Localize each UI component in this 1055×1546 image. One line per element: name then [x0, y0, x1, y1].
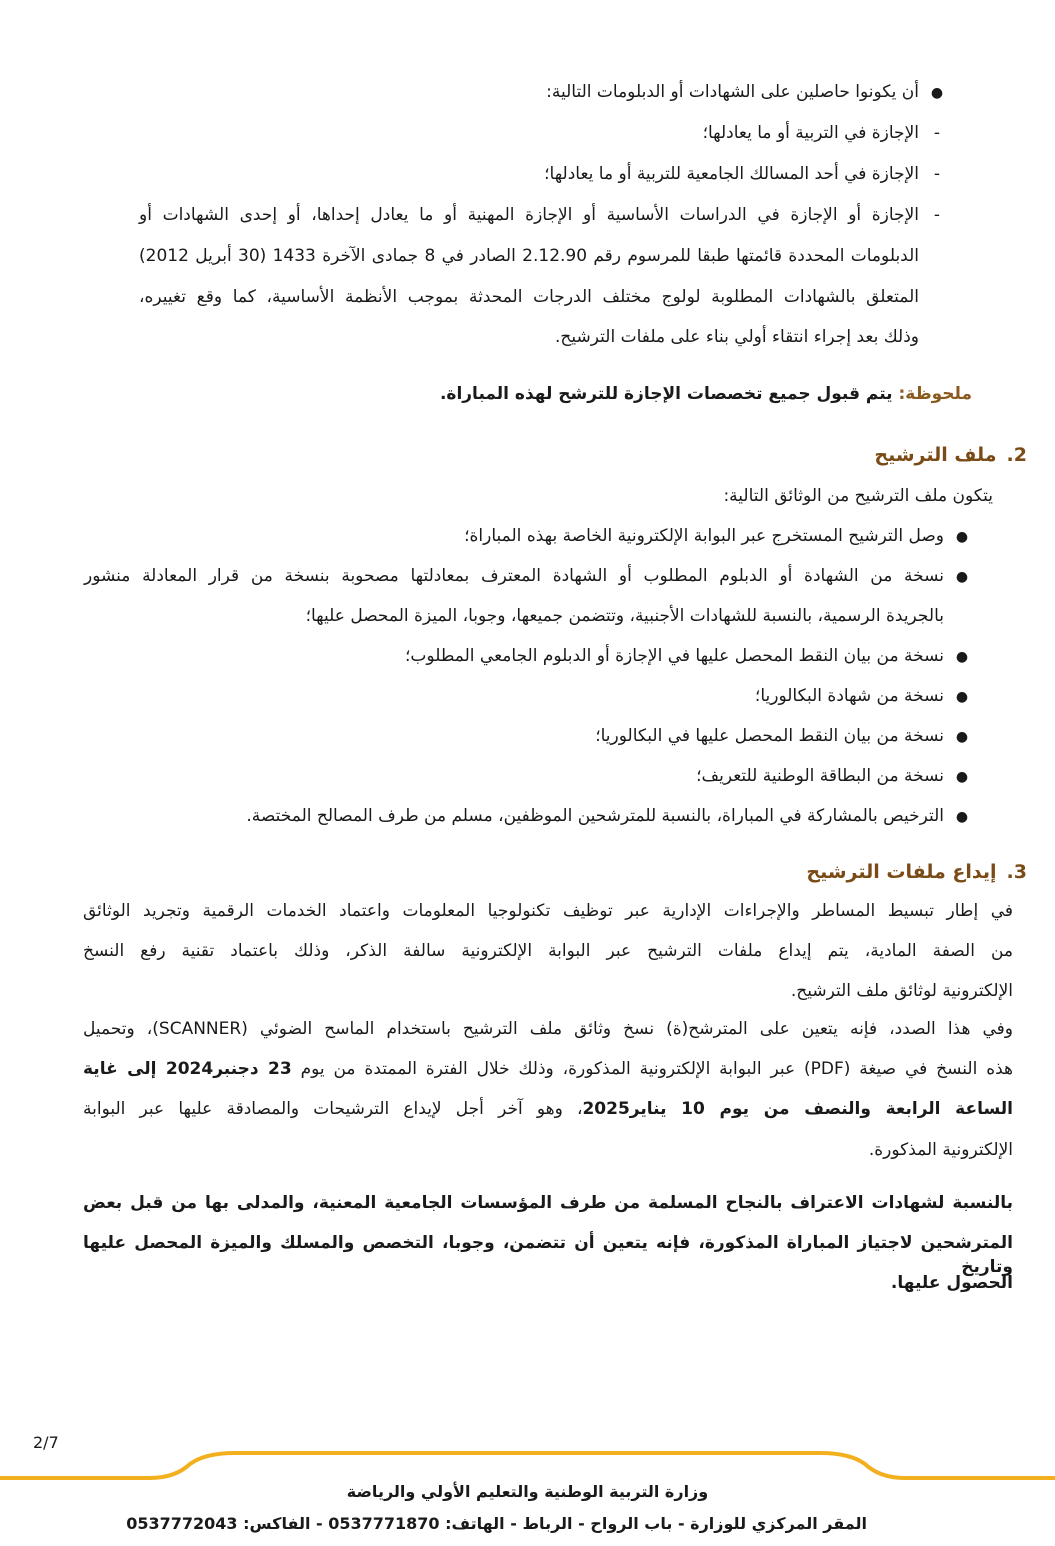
bullet-item: [696, 764, 970, 789]
paragraph-line: في إطار تبسيط المساطر والإجراءات الإدارية عبر توظيف تكنولوجيا المعلومات واعتماد الخدمات الرقمية وتجريد الوثائق: [83, 901, 1013, 921]
bullet-text: نسخة من بيان النقط المحصل عليها في البكالوريا؛: [595, 726, 944, 746]
bullet-item: [464, 524, 970, 549]
section-heading: [806, 860, 1027, 884]
note: [440, 382, 972, 406]
bullet-item: [246, 804, 970, 829]
deadline: الساعة الرابعة والنصف من يوم 10 يناير2025: [582, 1099, 1013, 1119]
footer-address: المقر المركزي للوزارة - باب الرواح - الرباط - الهاتف: 0537771870 - الفاكس: 0537772043: [126, 1514, 867, 1533]
note-text: يتم قبول جميع تخصصات الإجازة للترشح لهذه المباراة.: [439, 384, 893, 404]
section-intro: يتكون ملف الترشيح من الوثائق التالية:: [723, 486, 993, 506]
note-label: ملحوظة:: [898, 384, 972, 404]
dash-item: [919, 203, 945, 227]
bullet-icon: ●: [955, 809, 969, 825]
page-number: 2/7: [33, 1433, 59, 1452]
bullet-item: [755, 684, 970, 709]
long-item-line: المتعلق بالشهادات المطلوبة لولوج مختلف الدرجات المحدثة بموجب الأنظمة الأساسية، كما وقع تغييره،: [139, 287, 919, 307]
bullet-text-cont: بالجريدة الرسمية، بالنسبة للشهادات الأجنبية، وتتضمن جميعها، وجوبا، الميزة المحصل عليها؛: [305, 606, 944, 626]
bullet-item: [405, 644, 970, 669]
dash-icon: -: [933, 205, 941, 225]
dash-icon: -: [933, 164, 941, 184]
paragraph-line: الإلكترونية لوثائق ملف الترشيح.: [790, 981, 1013, 1001]
long-item-line: الدبلومات المحددة قائمتها طبقا للمرسوم رقم 2.12.90 الصادر في 8 جمادى الآخرة 1433 (30 أبريل 2012): [139, 246, 920, 266]
long-item-line: وذلك بعد إجراء انتقاء أولي بناء على ملفات الترشيح.: [555, 327, 919, 347]
paragraph-line: وفي هذا الصدد، فإنه يتعين على المترشح(ة) نسخ وثائق ملف الترشيح باستخدام الماسح الضوئي (SCANNER)، وتحميل: [83, 1019, 1013, 1039]
section-heading: [874, 443, 1027, 467]
dash-item-text: الإجازة في أحد المسالك الجامعية للتربية أو ما يعادلها؛: [544, 164, 919, 184]
bullet-text: أن يكونوا حاصلين على الشهادات أو الدبلومات التالية:: [546, 82, 919, 102]
bullet-icon: ●: [955, 769, 969, 785]
bullet-item: [944, 564, 970, 589]
bullet-item: [595, 724, 970, 749]
bullet-icon: ●: [955, 729, 969, 745]
section-number: 2.: [1006, 444, 1027, 466]
bullet-icon: ●: [955, 649, 969, 665]
text-run: هذه النسخ في صيغة (PDF) عبر البوابة الإلكترونية المذكورة، وذلك خلال الفترة الممتدة من يوم: [291, 1059, 1013, 1079]
paragraph-line: من الصفة المادية، يتم إيداع ملفات الترشيح عبر البوابة الإلكترونية سالفة الذكر، وذلك باعتماد تقنية رفع النسخ: [83, 941, 1013, 961]
bullet-icon: ●: [955, 689, 969, 705]
long-item-line: الإجازة أو الإجازة في الدراسات الأساسية أو الإجازة المهنية أو ما يعادل إحداها، أو إحدى الشهادات أو: [139, 205, 919, 225]
text-run: ، وهو آخر أجل لإيداع الترشيحات والمصادقة عليها عبر البوابة: [83, 1099, 583, 1119]
paragraph-line: بالنسبة لشهادات الاعتراف بالنجاح المسلمة من طرف المؤسسات الجامعية المعنية، والمدلى بها من قبل بعض: [83, 1193, 1013, 1213]
bullet-text: نسخة من الشهادة أو الدبلوم المطلوب أو الشهادة المعترف بمعادلتها مصحوبة بنسخة من قرار المعادلة منشور: [84, 566, 944, 586]
dash-icon: -: [933, 123, 941, 143]
dash-item-text: الإجازة في التربية أو ما يعادلها؛: [702, 123, 919, 143]
paragraph-line: [83, 1057, 1013, 1081]
bullet-text: نسخة من بيان النقط المحصل عليها في الإجازة أو الدبلوم الجامعي المطلوب؛: [405, 646, 944, 666]
section-title: ملف الترشيح: [874, 444, 997, 466]
dash-item: [544, 162, 945, 186]
bullet-text: الترخيص بالمشاركة في المباراة، بالنسبة للمترشحين الموظفين، مسلم من طرف المصالح المختصة.: [246, 806, 944, 826]
bullet-text: وصل الترشيح المستخرج عبر البوابة الإلكترونية الخاصة بهذه المباراة؛: [464, 526, 944, 546]
paragraph-line: الإلكترونية المذكورة.: [868, 1140, 1013, 1160]
date-range-start: 23 دجنبر2024 إلى غاية: [83, 1059, 292, 1079]
section-title: إيداع ملفات الترشيح: [806, 861, 997, 883]
dash-item: [703, 121, 945, 145]
paragraph-line: المترشحين لاجتياز المباراة المذكورة، فإنه يتعين أن تتضمن، وجوبا، التخصص والمسلك والميزة المحصل عليها وتاريخ: [83, 1233, 1013, 1277]
bullet-icon: ●: [930, 85, 944, 101]
bullet-icon: ●: [955, 529, 969, 545]
bullet-text: نسخة من شهادة البكالوريا؛: [754, 686, 944, 706]
bullet-text: نسخة من البطاقة الوطنية للتعريف؛: [696, 766, 944, 786]
section-number: 3.: [1006, 861, 1027, 883]
paragraph-line: [83, 1097, 1013, 1121]
paragraph-line: الحصول عليها.: [890, 1273, 1013, 1293]
bullet-item: [546, 80, 945, 105]
footer-ministry: وزارة التربية الوطنية والتعليم الأولي والرياضة: [346, 1482, 709, 1501]
bullet-icon: ●: [955, 569, 969, 585]
